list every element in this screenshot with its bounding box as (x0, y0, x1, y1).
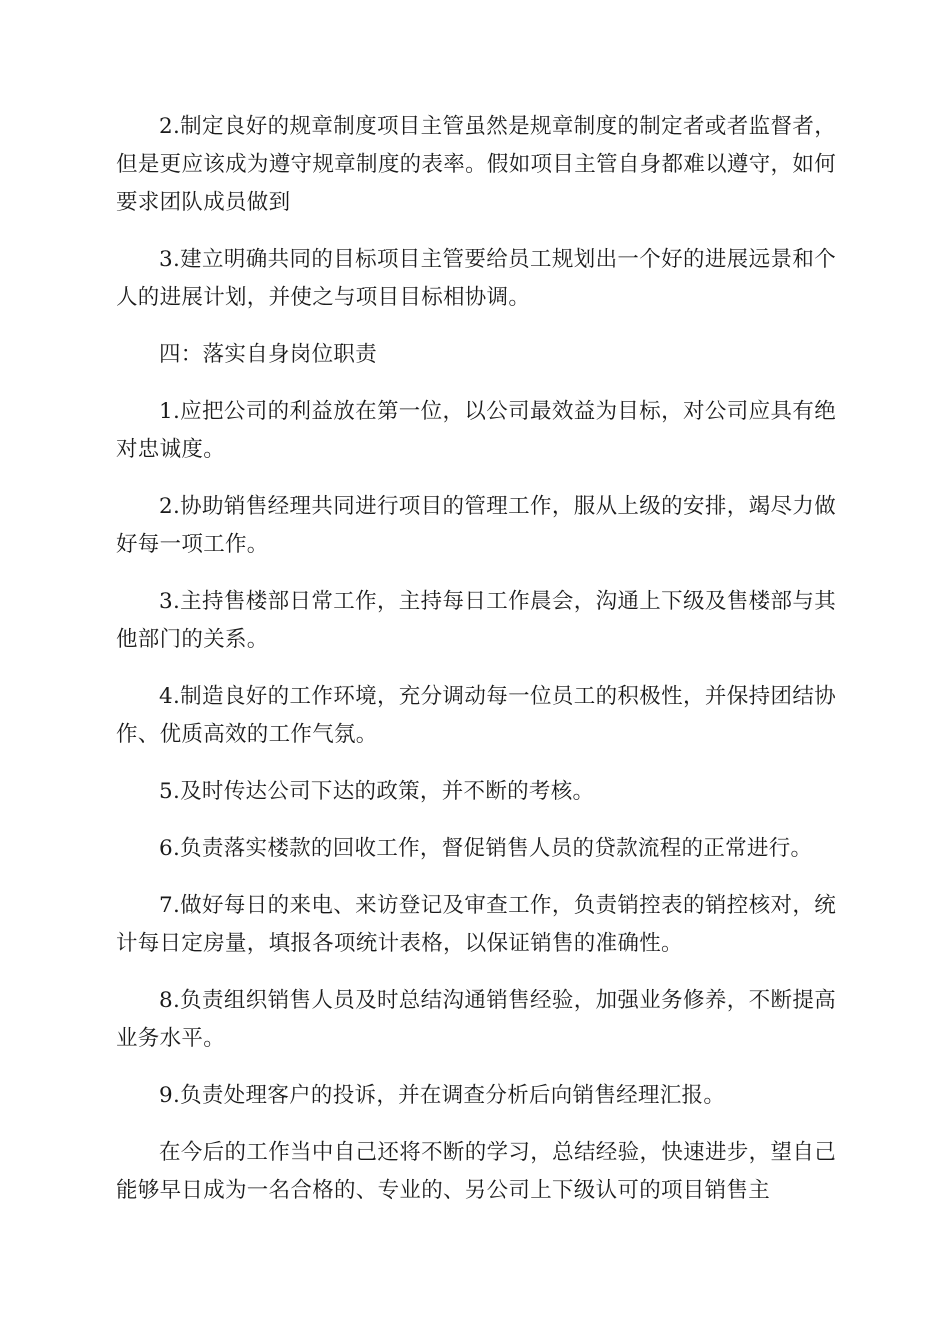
paragraph-goals: 3.建立明确共同的目标项目主管要给员工规划出一个好的进展远景和个人的进展计划，并使之与项目目标相协调。 (116, 247, 836, 310)
section-heading: 四：落实自身岗位职责 (159, 342, 378, 367)
duty-item-7: 7.做好每日的来电、来访登记及审查工作，负责销控表的销控核对，统计每日定房量，填报各项统计表格，以保证销售的准确性。 (116, 893, 836, 956)
duty-item-2: 2.协助销售经理共同进行项目的管理工作，服从上级的安排，竭尽力做好每一项工作。 (116, 494, 836, 557)
duty-item-3: 3.主持售楼部日常工作，主持每日工作晨会，沟通上下级及售楼部与其他部门的关系。 (116, 589, 836, 652)
duty-item-6: 6.负责落实楼款的回收工作，督促销售人员的贷款流程的正常进行。 (159, 836, 813, 861)
paragraph-rules: 2.制定良好的规章制度项目主管虽然是规章制度的制定者或者监督者，但是更应该成为遵守规章制度的表率。假如项目主管自身都难以遵守，如何要求团队成员做到 (116, 114, 836, 215)
duty-item-9: 9.负责处理客户的投诉，并在调查分析后向销售经理汇报。 (159, 1083, 726, 1108)
duty-item-5: 5.及时传达公司下达的政策，并不断的考核。 (159, 779, 595, 804)
document-page (116, 108, 836, 1229)
duty-item-8: 8.负责组织销售人员及时总结沟通销售经验，加强业务修养，不断提高业务水平。 (116, 988, 836, 1051)
closing-paragraph: 在今后的工作当中自己还将不断的学习，总结经验，快速进步，望自己能够早日成为一名合格的、专业的、另公司上下级认可的项目销售主 (116, 1140, 836, 1203)
duty-item-1: 1.应把公司的利益放在第一位，以公司最效益为目标，对公司应具有绝对忠诚度。 (116, 399, 836, 462)
duty-item-4: 4.制造良好的工作环境，充分调动每一位员工的积极性，并保持团结协作、优质高效的工作气氛。 (116, 684, 836, 747)
